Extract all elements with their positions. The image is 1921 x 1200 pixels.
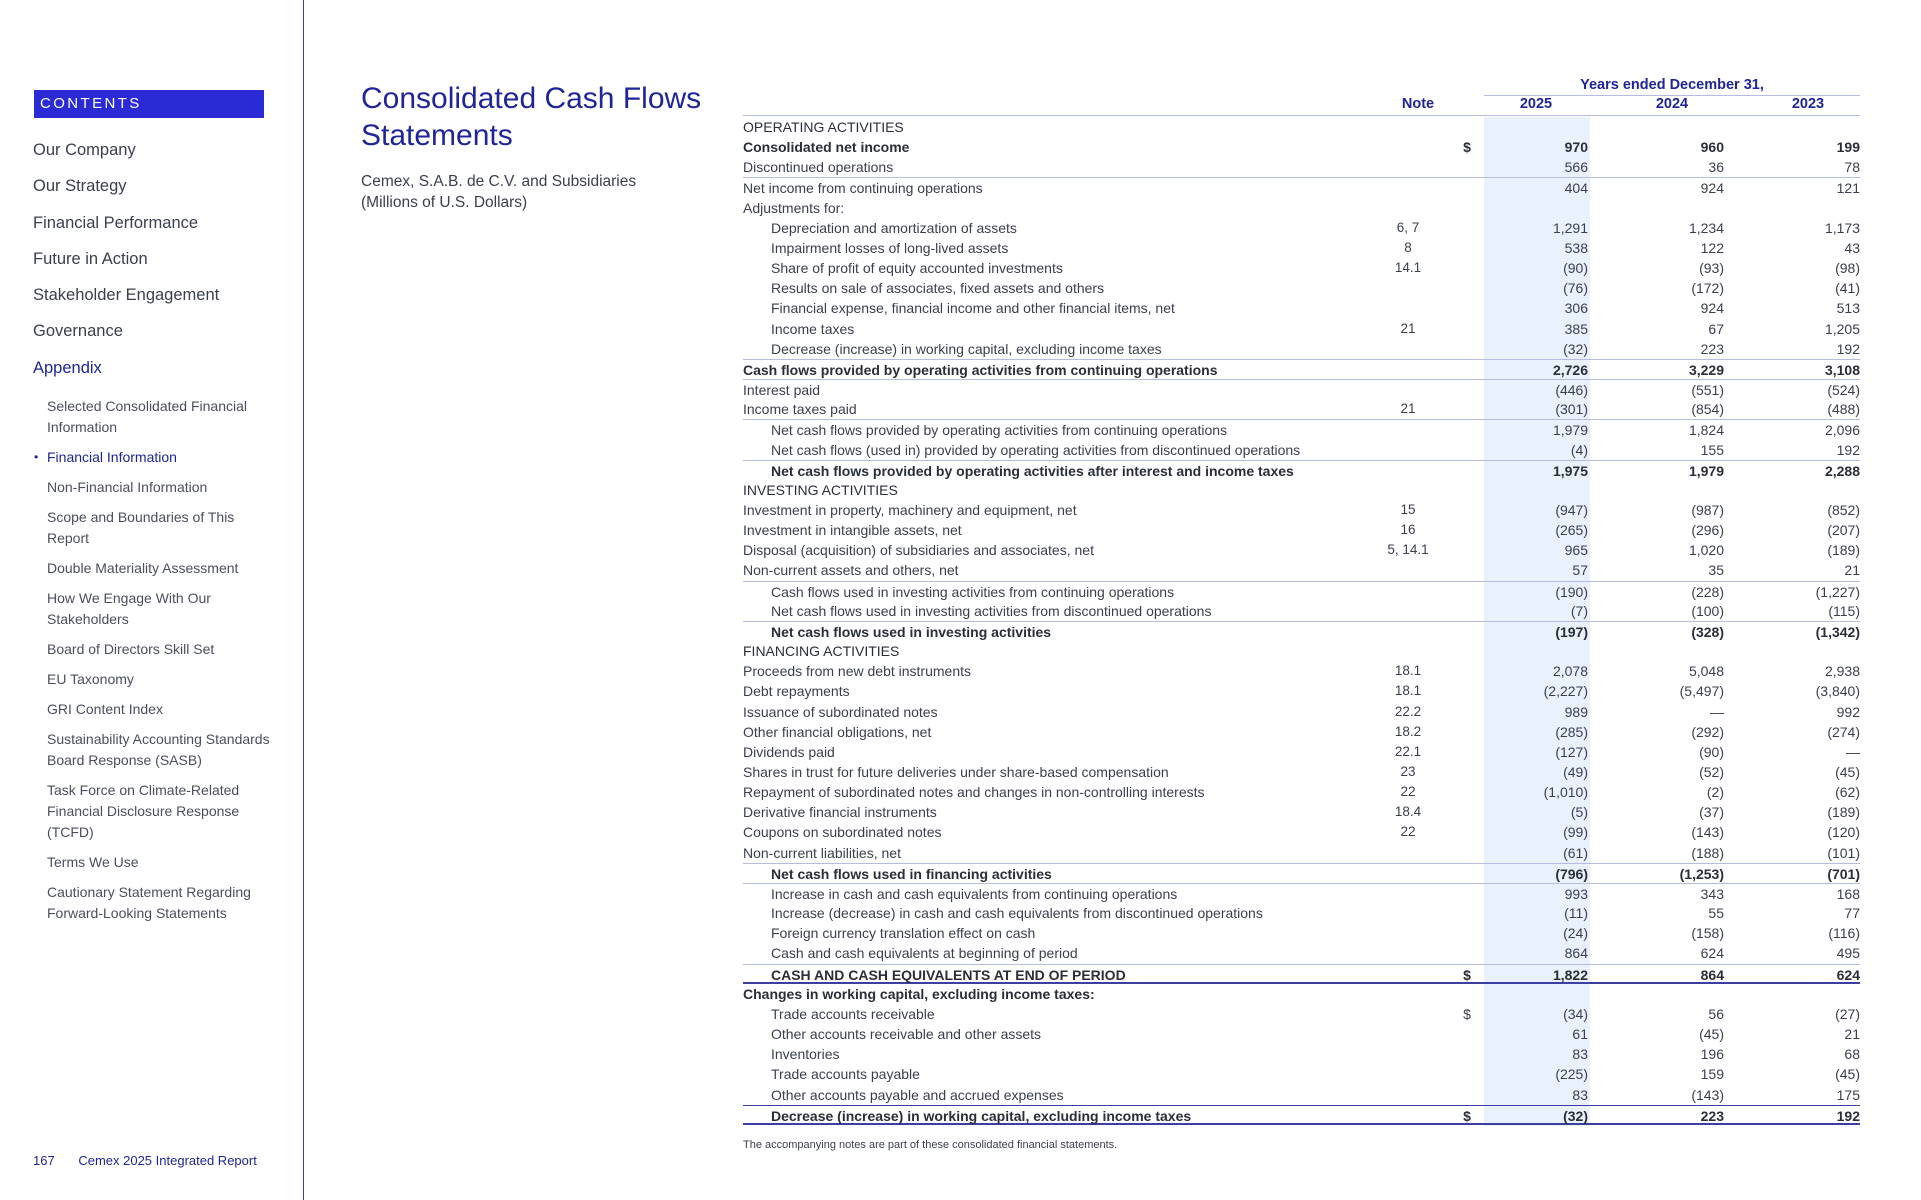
row-label: Net cash flows provided by operating activities after interest and income taxes [771, 462, 1294, 479]
value-2025: (301) [1555, 401, 1588, 418]
table-row [743, 419, 1860, 439]
value-2025: 566 [1564, 159, 1588, 176]
value-2023: (852) [1827, 501, 1860, 518]
table-row [743, 762, 1860, 782]
value-2024: 1,979 [1688, 462, 1724, 479]
value-2024: (228) [1691, 583, 1724, 600]
table-row [743, 1004, 1860, 1024]
value-2024: 864 [1700, 966, 1724, 983]
value-2024: (143) [1691, 824, 1724, 841]
value-2023: 495 [1836, 945, 1860, 962]
value-2023: (101) [1827, 844, 1860, 861]
table-row [743, 540, 1860, 560]
row-note: 18.4 [1394, 804, 1422, 820]
value-2025: (2,227) [1543, 683, 1588, 700]
nav-item-appendix[interactable]: Appendix [33, 358, 102, 377]
value-2024: (37) [1699, 804, 1724, 821]
value-2023: 168 [1836, 885, 1860, 902]
row-label: Interest paid [743, 382, 821, 399]
active-bullet-icon: • [34, 450, 39, 465]
table-row [743, 581, 1860, 601]
value-2023: (3,840) [1815, 683, 1860, 700]
table-row [743, 641, 1860, 661]
value-2025: (947) [1555, 501, 1588, 518]
value-2025: 404 [1564, 180, 1588, 197]
units-note: (Millions of U.S. Dollars) [361, 194, 528, 211]
table-row [743, 722, 1860, 742]
value-2023: 121 [1836, 180, 1860, 197]
row-note: 21 [1400, 320, 1416, 336]
nav-sub-double-materiality[interactable]: Double Materiality Assessment [47, 560, 239, 577]
row-label: Shares in trust for future deliveries under share-based compensation [743, 764, 1169, 780]
row-label: OPERATING ACTIVITIES [743, 119, 904, 135]
value-2024: (188) [1691, 844, 1724, 861]
value-2023: 2,288 [1824, 462, 1860, 479]
row-note: 18.1 [1394, 663, 1422, 679]
table-row [743, 218, 1860, 238]
nav-sub-sasb[interactable]: Sustainability Accounting Standards Board Response (SASB) [47, 731, 270, 769]
currency-symbol: $ [1463, 1107, 1471, 1124]
value-2025: 989 [1564, 703, 1588, 720]
table-row [743, 238, 1860, 258]
value-2024: 67 [1708, 320, 1724, 337]
page-number: 167 [33, 1153, 55, 1168]
value-2024: (292) [1691, 723, 1724, 740]
nav-sub-stakeholder-engagement[interactable]: How We Engage With Our Stakeholders [47, 590, 211, 628]
value-2024: (45) [1699, 1026, 1724, 1043]
row-note: 22 [1400, 824, 1416, 840]
value-2023: (120) [1827, 824, 1860, 841]
nav-sub-terms-we-use[interactable]: Terms We Use [47, 854, 139, 871]
value-2024: 1,234 [1688, 219, 1724, 236]
sidebar-nav [33, 138, 293, 933]
row-label: Impairment losses of long-lived assets [771, 239, 1009, 256]
value-2025: 306 [1564, 300, 1588, 317]
value-2024: (1,253) [1679, 865, 1724, 882]
table-row [743, 157, 1860, 177]
table-row [743, 822, 1860, 842]
company-name: Cemex, S.A.B. de C.V. and Subsidiaries [361, 173, 637, 190]
value-2023: 199 [1836, 139, 1860, 156]
value-2023: (115) [1828, 602, 1860, 619]
table-row [743, 440, 1860, 460]
period-caption: Years ended December 31, [1484, 77, 1860, 96]
value-2024: 122 [1700, 239, 1724, 256]
value-2025: (190) [1555, 583, 1588, 600]
row-label: Disposal (acquisition) of subsidiaries and associates, net [743, 542, 1094, 559]
row-label: Results on sale of associates, fixed assets and others [771, 280, 1105, 297]
value-2025: (446) [1555, 382, 1588, 399]
row-label: Coupons on subordinated notes [743, 824, 942, 841]
value-2025: (7) [1570, 602, 1588, 619]
nav-item-our-strategy[interactable]: Our Strategy [33, 177, 127, 196]
table-row [743, 621, 1860, 641]
value-2024: (93) [1699, 260, 1724, 277]
value-2024: 624 [1700, 945, 1724, 962]
disclaimer: The accompanying notes are part of these consolidated financial statements. [743, 1139, 1118, 1151]
row-label: Non-current liabilities, net [743, 844, 901, 861]
row-label: Share of profit of equity accounted investments [771, 260, 1063, 277]
table-row [743, 520, 1860, 540]
table-row [743, 1024, 1860, 1044]
value-2024: (158) [1691, 925, 1724, 942]
nav-sub-gri-index[interactable]: GRI Content Index [47, 701, 163, 718]
value-2023: (1,342) [1815, 623, 1860, 640]
table-row [743, 984, 1860, 1004]
nav-item-stakeholder-engagement[interactable]: Stakeholder Engagement [33, 286, 220, 305]
row-note: 8 [1404, 239, 1412, 255]
row-label: Increase in cash and cash equivalents from continuing operations [771, 885, 1178, 902]
nav-item-governance[interactable]: Governance [33, 322, 123, 341]
value-2025: (49) [1563, 764, 1588, 780]
value-2024: 924 [1700, 180, 1724, 197]
row-label: Income taxes paid [743, 401, 857, 418]
value-2023: 1,205 [1824, 320, 1860, 337]
page-footer [33, 1153, 257, 1168]
value-2025: 2,726 [1552, 361, 1588, 378]
value-2023: 2,096 [1824, 422, 1860, 439]
value-2023: (45) [1835, 764, 1860, 780]
value-2023: 21 [1844, 1026, 1860, 1043]
value-2024: 159 [1700, 1066, 1724, 1083]
value-2025: (34) [1563, 1005, 1588, 1022]
nav-sub-non-financial-info[interactable]: Non-Financial Information [47, 479, 208, 496]
value-2024: (172) [1691, 280, 1724, 297]
table-row [743, 923, 1860, 943]
value-2025: (90) [1563, 260, 1588, 277]
row-note: 22 [1400, 784, 1416, 800]
value-2025: 2,078 [1552, 663, 1588, 680]
row-label: Investment in intangible assets, net [743, 522, 962, 539]
row-label: Net income from continuing operations [743, 180, 983, 197]
value-2023: (27) [1835, 1005, 1860, 1022]
year-header-2024: 2024 [1655, 96, 1689, 112]
row-label: Dividends paid [743, 743, 835, 760]
value-2025: 538 [1564, 239, 1588, 256]
table-row [743, 943, 1860, 963]
row-note: 18.1 [1394, 683, 1422, 699]
value-2023: 192 [1836, 441, 1860, 458]
value-2025: (127) [1555, 743, 1588, 760]
currency-symbol: $ [1463, 966, 1471, 983]
row-label: Adjustments for: [743, 199, 845, 216]
nav-sub-cautionary-statement[interactable]: Cautionary Statement Regarding Forward-Looking Statements [47, 884, 251, 922]
year-header-2025: 2025 [1519, 96, 1553, 112]
value-2023: (274) [1827, 723, 1860, 740]
value-2025: 83 [1572, 1086, 1588, 1103]
value-2024: — [1710, 703, 1724, 720]
nav-item-our-company[interactable]: Our Company [33, 141, 136, 159]
value-2024: (328) [1691, 623, 1724, 640]
table-row [743, 802, 1860, 822]
value-2025: (1,010) [1543, 784, 1588, 801]
table-row [743, 661, 1860, 681]
row-label: Net cash flows provided by operating activities from continuing operations [771, 422, 1228, 439]
row-label: Inventories [771, 1046, 840, 1063]
row-label: Discontinued operations [743, 159, 894, 176]
row-label: Cash flows used in investing activities from continuing operations [771, 583, 1175, 600]
value-2024: 196 [1700, 1046, 1724, 1063]
row-note: 23 [1400, 764, 1416, 779]
value-2025: 385 [1564, 320, 1588, 337]
value-2024: 924 [1700, 300, 1724, 317]
value-2025: (5) [1570, 804, 1588, 821]
row-note: 22.1 [1394, 743, 1422, 759]
nav-sub-eu-taxonomy[interactable]: EU Taxonomy [47, 671, 134, 688]
nav-sub-board-skill-set[interactable]: Board of Directors Skill Set [47, 641, 215, 658]
table-row [743, 177, 1860, 197]
value-2025: (99) [1563, 824, 1588, 841]
value-2025: (796) [1555, 865, 1588, 882]
value-2023: (701) [1827, 865, 1860, 882]
value-2024: (90) [1699, 743, 1724, 760]
table-row [743, 298, 1860, 318]
nav-sub-selected-financial-info[interactable]: Selected Consolidated Financial Information [47, 398, 248, 436]
value-2024: 223 [1700, 1107, 1724, 1124]
value-2025: 970 [1564, 139, 1588, 156]
page-subtitle [361, 171, 681, 213]
value-2025: (61) [1563, 844, 1588, 861]
table-row [743, 560, 1860, 580]
row-label: Income taxes [771, 320, 855, 337]
value-2023: (207) [1827, 522, 1860, 539]
value-2023: 21 [1844, 562, 1860, 579]
table-row [743, 339, 1860, 359]
table-row [743, 117, 1860, 137]
row-label: Cash and cash equivalents at beginning of period [771, 945, 1078, 962]
row-label: Cash flows provided by operating activities from continuing operations [743, 361, 1218, 378]
value-2024: 56 [1708, 1005, 1724, 1022]
value-2024: (100) [1691, 602, 1724, 619]
currency-symbol: $ [1463, 139, 1471, 156]
value-2024: (52) [1699, 764, 1724, 780]
table-row [743, 500, 1860, 520]
value-2023: 192 [1836, 340, 1860, 357]
table-row [743, 1085, 1860, 1105]
nav-sub-tcfd[interactable]: Task Force on Climate-Related Financial Disclosure Response (TCFD) [47, 782, 240, 841]
value-2024: (2) [1706, 784, 1724, 801]
value-2023: 624 [1836, 966, 1860, 983]
value-2025: 965 [1564, 542, 1588, 559]
row-label: Net cash flows used in investing activities [771, 623, 1052, 640]
table-row [743, 198, 1860, 218]
value-2025: 1,291 [1552, 219, 1588, 236]
row-label: Other financial obligations, net [743, 723, 932, 740]
nav-item-future-in-action[interactable]: Future in Action [33, 249, 148, 268]
value-2023: (98) [1835, 260, 1860, 277]
row-label: Foreign currency translation effect on cash [771, 925, 1036, 942]
value-2025: (265) [1555, 522, 1588, 539]
value-2025: 1,975 [1552, 462, 1588, 479]
table-row [743, 258, 1860, 278]
value-2024: 36 [1708, 159, 1724, 176]
value-2025: (225) [1555, 1066, 1588, 1083]
row-label: Increase (decrease) in cash and cash equivalents from discontinued operations [771, 905, 1263, 922]
value-2025: (11) [1564, 905, 1588, 922]
row-note: 14.1 [1394, 260, 1422, 276]
row-label: Other accounts receivable and other assets [771, 1026, 1042, 1043]
row-label: Changes in working capital, excluding income taxes: [743, 985, 1095, 1002]
nav-item-financial-performance[interactable]: Financial Performance [33, 213, 199, 232]
row-label: Net cash flows used in investing activities from discontinued operations [771, 602, 1212, 619]
value-2025: 864 [1564, 945, 1588, 962]
value-2023: 1,173 [1824, 219, 1860, 236]
value-2025: (197) [1555, 623, 1588, 640]
table-row [743, 782, 1860, 802]
table-row [743, 1105, 1860, 1125]
value-2025: 61 [1572, 1026, 1588, 1043]
row-note: 21 [1400, 401, 1416, 417]
value-2023: 68 [1844, 1046, 1860, 1063]
value-2023: (116) [1828, 925, 1860, 942]
row-label: INVESTING ACTIVITIES [743, 481, 898, 498]
value-2025: (4) [1570, 441, 1588, 458]
value-2023: 78 [1844, 159, 1860, 176]
note-column-header: Note [1401, 96, 1435, 112]
table-row [743, 843, 1860, 863]
table-row [743, 319, 1860, 339]
row-label: Issuance of subordinated notes [743, 703, 938, 720]
table-row [743, 379, 1860, 399]
row-label: CASH AND CASH EQUIVALENTS AT END OF PERIOD [771, 966, 1126, 983]
table-row [743, 480, 1860, 500]
value-2023: 2,938 [1824, 663, 1860, 680]
row-label: Decrease (increase) in working capital, excluding income taxes [771, 1107, 1192, 1124]
value-2024: (987) [1691, 501, 1724, 518]
year-header-2023: 2023 [1791, 96, 1825, 112]
value-2025: 83 [1572, 1046, 1588, 1063]
table-row [743, 1064, 1860, 1084]
value-2025: (76) [1563, 280, 1588, 297]
value-2023: (1,227) [1815, 583, 1860, 600]
row-label: Proceeds from new debt instruments [743, 663, 971, 680]
value-2023: 3,108 [1824, 361, 1860, 378]
value-2023: (488) [1827, 401, 1860, 418]
row-label: Debt repayments [743, 683, 850, 700]
row-label: Net cash flows (used in) provided by operating activities from discontinued operations [771, 441, 1301, 458]
value-2024: (296) [1691, 522, 1724, 539]
table-row [743, 863, 1860, 883]
value-2023: 192 [1836, 1107, 1860, 1124]
report-name: Cemex 2025 Integrated Report [78, 1153, 257, 1168]
nav-sub-scope-boundaries[interactable]: Scope and Boundaries of This Report [47, 509, 235, 547]
row-note: 5, 14.1 [1387, 542, 1429, 558]
value-2023: — [1846, 743, 1860, 760]
value-2024: 1,020 [1688, 542, 1724, 559]
value-2025: 993 [1564, 885, 1588, 902]
value-2024: 5,048 [1688, 663, 1724, 680]
value-2023: (62) [1835, 784, 1860, 801]
value-2023: (45) [1835, 1066, 1860, 1083]
value-2023: (189) [1827, 542, 1860, 559]
table-row [743, 964, 1860, 984]
value-2024: (551) [1691, 382, 1724, 399]
row-note: 16 [1400, 522, 1416, 538]
row-label: Decrease (increase) in working capital, excluding income taxes [771, 340, 1162, 357]
row-label: Derivative financial instruments [743, 804, 937, 821]
value-2023: (41) [1835, 280, 1860, 297]
contents-label: CONTENTS [34, 90, 264, 118]
row-note: 6, 7 [1396, 219, 1420, 235]
row-label: Trade accounts payable [771, 1066, 920, 1083]
value-2025: 57 [1572, 562, 1588, 579]
table-row [743, 702, 1860, 722]
table-row [743, 460, 1860, 480]
header-rule [743, 115, 1860, 116]
row-note: 15 [1400, 501, 1416, 517]
value-2024: 35 [1708, 562, 1724, 579]
value-2025: 1,822 [1552, 966, 1588, 983]
value-2024: 3,229 [1688, 361, 1724, 378]
table-row [743, 601, 1860, 621]
row-label: FINANCING ACTIVITIES [743, 643, 900, 660]
nav-sub-label: Financial Information [47, 449, 177, 466]
value-2023: 992 [1836, 703, 1860, 720]
sidebar [0, 0, 304, 1200]
value-2024: 155 [1700, 441, 1724, 458]
value-2025: 1,979 [1552, 422, 1588, 439]
value-2025: (32) [1563, 1107, 1588, 1124]
value-2023: 77 [1844, 905, 1860, 922]
value-2023: (524) [1827, 382, 1860, 399]
table-row [743, 742, 1860, 762]
row-label: Consolidated net income [743, 139, 910, 156]
table-row [743, 1044, 1860, 1064]
row-note: 18.2 [1394, 723, 1422, 739]
row-label: Financial expense, financial income and other financial items, net [771, 300, 1175, 317]
value-2025: (32) [1563, 340, 1588, 357]
row-label: Other accounts payable and accrued expenses [771, 1086, 1064, 1103]
table-row [743, 883, 1860, 903]
value-2024: (854) [1691, 401, 1724, 418]
value-2023: 513 [1836, 300, 1860, 317]
table-row [743, 137, 1860, 157]
value-2023: 175 [1836, 1086, 1860, 1103]
table-row [743, 399, 1860, 419]
nav-sub-financial-information[interactable] [34, 447, 293, 477]
value-2023: 43 [1844, 239, 1860, 256]
currency-symbol: $ [1463, 1005, 1471, 1022]
table-row [743, 681, 1860, 701]
row-label: Investment in property, machinery and equipment, net [743, 501, 1077, 518]
value-2024: 55 [1708, 905, 1724, 922]
value-2024: (143) [1691, 1086, 1724, 1103]
table-row [743, 278, 1860, 298]
table-row [743, 359, 1860, 379]
value-2024: 343 [1700, 885, 1724, 902]
row-label: Depreciation and amortization of assets [771, 219, 1017, 236]
row-label: Non-current assets and others, net [743, 562, 959, 579]
row-label: Repayment of subordinated notes and changes in non-controlling interests [743, 784, 1205, 801]
table-row [743, 903, 1860, 923]
value-2024: (5,497) [1679, 683, 1724, 700]
value-2024: 223 [1700, 340, 1724, 357]
row-label: Trade accounts receivable [771, 1005, 935, 1022]
cash-flow-table [743, 117, 1860, 1125]
value-2023: (189) [1827, 804, 1860, 821]
value-2024: 960 [1700, 139, 1724, 156]
row-note: 22.2 [1394, 703, 1422, 719]
value-2024: 1,824 [1688, 422, 1724, 439]
value-2025: (24) [1563, 925, 1588, 942]
page-title: Consolidated Cash Flows Statements [361, 82, 702, 152]
value-2025: (285) [1555, 723, 1588, 740]
row-label: Net cash flows used in financing activities [771, 865, 1052, 882]
